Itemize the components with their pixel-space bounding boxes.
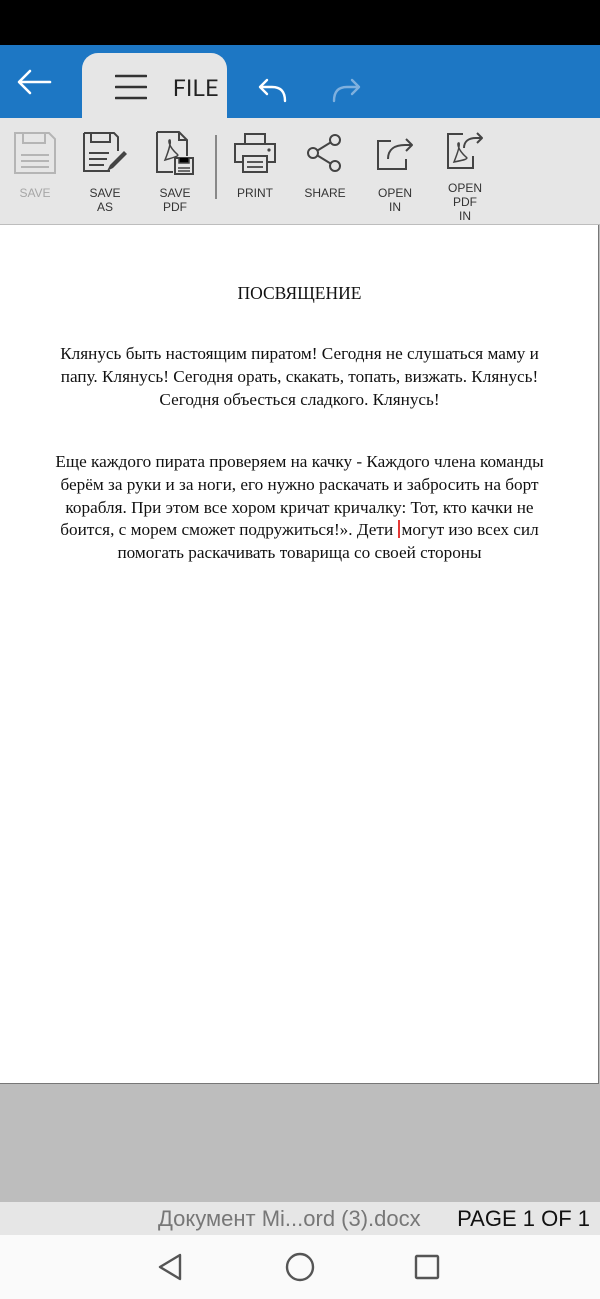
share-button[interactable] [290,128,360,223]
square-recents-icon [413,1253,441,1281]
page-indicator: PAGE 1 OF 1 [457,1206,590,1231]
triangle-back-icon [156,1252,184,1282]
app-bar [0,45,600,118]
open-in-icon [375,133,415,173]
paragraph-text: Еще каждого пирата проверяем на качку - Каждого члена команды берём за руки и за ноги, его нужно раскачать и забросить на борт корабля. При этом все хором кричат кричалку: Тот, кто качки не боится, с морем сможет подружиться!». Дети [55,452,544,540]
save-label: SAVE [19,186,51,200]
undo-button[interactable] [250,71,294,109]
open-in-button[interactable] [360,128,430,223]
nav-home-button[interactable] [280,1249,320,1285]
pdf-open-in-icon [445,130,485,172]
document-title: ПОСВЯЩЕНИЕ [237,283,362,303]
print-label: PRINT [237,186,273,200]
printer-icon [233,132,277,174]
open-in-label: OPEN IN [377,186,412,214]
open-pdf-in-button[interactable] [430,128,500,223]
nav-back-button[interactable] [150,1249,190,1285]
save-button[interactable] [0,128,70,223]
circle-home-icon [284,1251,316,1283]
save-pdf-label: SAVE PDF [159,186,191,214]
save-as-label: SAVE AS [89,186,121,214]
share-icon [305,133,345,173]
document-viewport[interactable] [0,225,600,1202]
nav-recents-button[interactable] [407,1249,447,1285]
floppy-disk-icon [13,131,57,175]
share-label: SHARE [304,186,346,200]
toolbar-separator [215,135,217,199]
floppy-pencil-icon [82,131,128,175]
arrow-left-icon [16,68,52,96]
save-pdf-button[interactable] [140,128,210,223]
pdf-save-icon [155,130,195,176]
document-page[interactable] [0,225,599,1084]
file-toolbar [0,118,600,225]
undo-icon [256,77,288,103]
menu-icon[interactable] [114,73,148,101]
open-pdf-in-label: OPEN PDF IN [447,181,482,223]
redo-icon [331,77,363,103]
redo-button[interactable] [325,71,369,109]
document-paragraph: Клянусь быть настоящим пиратом! Сегодня не слушаться маму и папу. Клянусь! Сегодня орать, скакать, топать, визжать. Клянусь! Сегодня объесться сладкого. Клянусь! [60,344,539,409]
print-button[interactable] [220,128,290,223]
paragraph-text: могут изо всех сил помогать раскачивать товарища со своей стороны [117,520,539,563]
status-bar [0,0,600,45]
file-name: Документ Mi...ord (3).docx [158,1206,421,1231]
document-paragraph [40,451,559,565]
back-button[interactable] [8,57,60,107]
system-nav-bar [0,1235,600,1299]
file-tab[interactable] [82,53,227,118]
save-as-button[interactable] [70,128,140,223]
file-tab-label: FILE [173,75,219,102]
document-status-bar [0,1202,600,1235]
